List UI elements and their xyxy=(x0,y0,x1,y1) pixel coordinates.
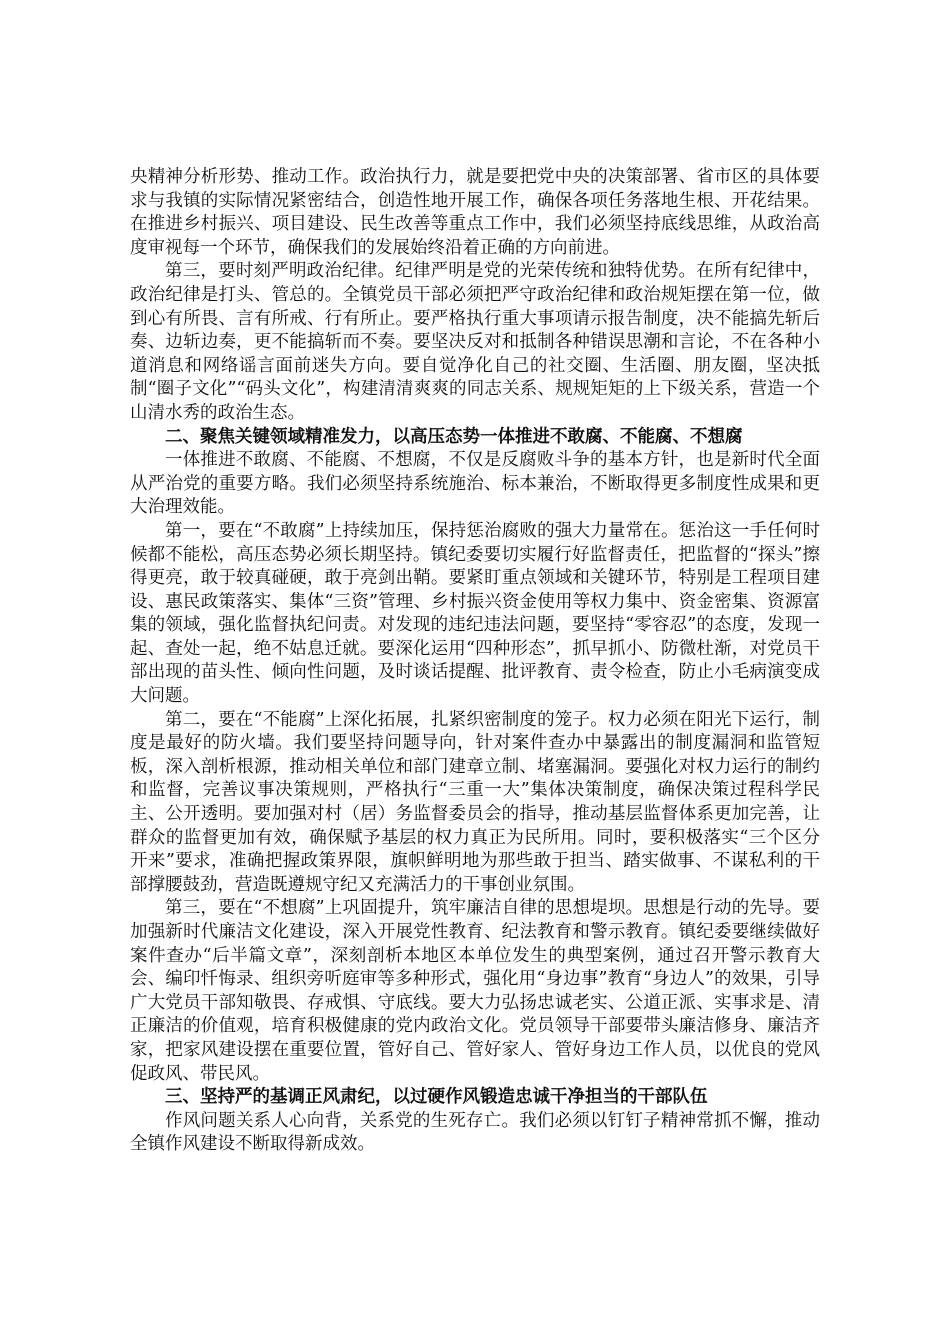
paragraph: 第三，要在“不想腐”上巩固提升，筑牢廉洁自律的思想堤坝。思想是行动的先导。要加强新时代廉洁文化建设，深入开展党性教育、纪法教育和警示教育。镇纪委要继续做好案件查办“后半篇文章”，深刻剖析本地区本单位发生的典型案例，通过召开警示教育大会、编印忏悔录、组织旁听庭审等多种形式，强化用“身边事”教育“身边人”的效果，引导广大党员干部知敬畏、存戒惧、守底线。要大力弘扬忠诚老实、公道正派、实事求是、清正廉洁的价值观，培育积极健康的党内政治文化。党员领导干部要带头廉洁修身、廉洁齐家，把家风建设摆在重要位置，管好自己、管好家人、管好身边工作人员，以优良的党风促政风、带民风。 xyxy=(130,898,820,1084)
section-heading: 三、坚持严的基调正风肃纪，以过硬作风锻造忠诚干净担当的干部队伍 xyxy=(165,1087,708,1108)
paragraph: 央精神分析形势、推动工作。政治执行力，就是要把党中央的决策部署、省市区的具体要求与我镇的实际情况紧密结合，创造性地开展工作，确保各项任务落地生根、开花结果。在推进乡村振兴、项目建设、民生改善等重点工作中，我们必须坚持底线思维，从政治高度审视每一个环节，确保我们的发展始终沿着正确的方向前进。 xyxy=(130,167,820,258)
paragraph: 第一，要在“不敢腐”上持续加压，保持惩治腐败的强大力量常在。惩治这一手任何时候都不能松，高压态势必须长期坚持。镇纪委要切实履行好监督责任，把监督的“探头”擦得更亮，敢于较真碰硬，敢于亮剑出鞘。要紧盯重点领域和关键环节，特别是工程项目建设、惠民政策落实、集体“三资”管理、乡村振兴资金使用等权力集中、资金密集、资源富集的领域，强化监督执纪问责。对发现的违纪违法问题，要坚持“零容忍”的态度，发现一起、查处一起，绝不姑息迁就。要深化运用“四种形态”，抓早抓小、防微杜渐，对党员干部出现的苗头性、倾向性问题，及时谈话提醒、批评教育、责令检查，防止小毛病演变成大问题。 xyxy=(130,520,820,707)
document-page xyxy=(130,166,820,1157)
paragraph: 第二，要在“不能腐”上深化拓展，扎紧织密制度的笼子。权力必须在阳光下运行，制度是最好的防火墙。我们要坚持问题导向，针对案件查办中暴露出的制度漏洞和监管短板，深入剖析根源，推动相关单位和部门建章立制、堵塞漏洞。要强化对权力运行的制约和监督，完善议事决策规则，严格执行“三重一大”集体决策制度，确保决策过程科学民主、公开透明。要加强对村（居）务监督委员会的指导，推动基层监督体系更加完善，让群众的监督更加有效，确保赋予基层的权力真正为民所用。同时，要积极落实“三个区分开来”要求，准确把握政策界限，旗帜鲜明地为那些敢于担当、踏实做事、不谋私利的干部撑腰鼓劲，营造既遵规守纪又充满活力的干事创业氛围。 xyxy=(130,709,820,895)
section-heading: 二、聚焦关键领域精准发力，以高压态势一体推进不敢腐、不能腐、不想腐 xyxy=(165,426,743,447)
paragraph: 第三，要时刻严明政治纪律。纪律严明是党的光荣传统和独特优势。在所有纪律中，政治纪律是打头、管总的。全镇党员干部必须把严守政治纪律和政治规矩摆在第一位，做到心有所畏、言有所戒、行有所止。要严格执行重大事项请示报告制度，决不能搞先斩后奏、边斩边奏，更不能搞斩而不奏。要坚决反对和抵制各种错误思潮和言论，不在各种小道消息和网络谣言面前迷失方向。要自觉净化自己的社交圈、生活圈、朋友圈，坚决抵制“圈子文化”“码头文化”，构建清清爽爽的同志关系、规规矩矩的上下级关系，营造一个山清水秀的政治生态。 xyxy=(130,261,820,423)
paragraph: 一体推进不敢腐、不能腐、不想腐，不仅是反腐败斗争的基本方针，也是新时代全面从严治党的重要方略。我们必须坚持系统施治、标本兼治，不断取得更多制度性成果和更大治理效能。 xyxy=(130,450,820,518)
paragraph: 作风问题关系人心向背，关系党的生死存亡。我们必须以钉钉子精神常抓不懈，推动全镇作风建设不断取得新成效。 xyxy=(130,1110,820,1155)
